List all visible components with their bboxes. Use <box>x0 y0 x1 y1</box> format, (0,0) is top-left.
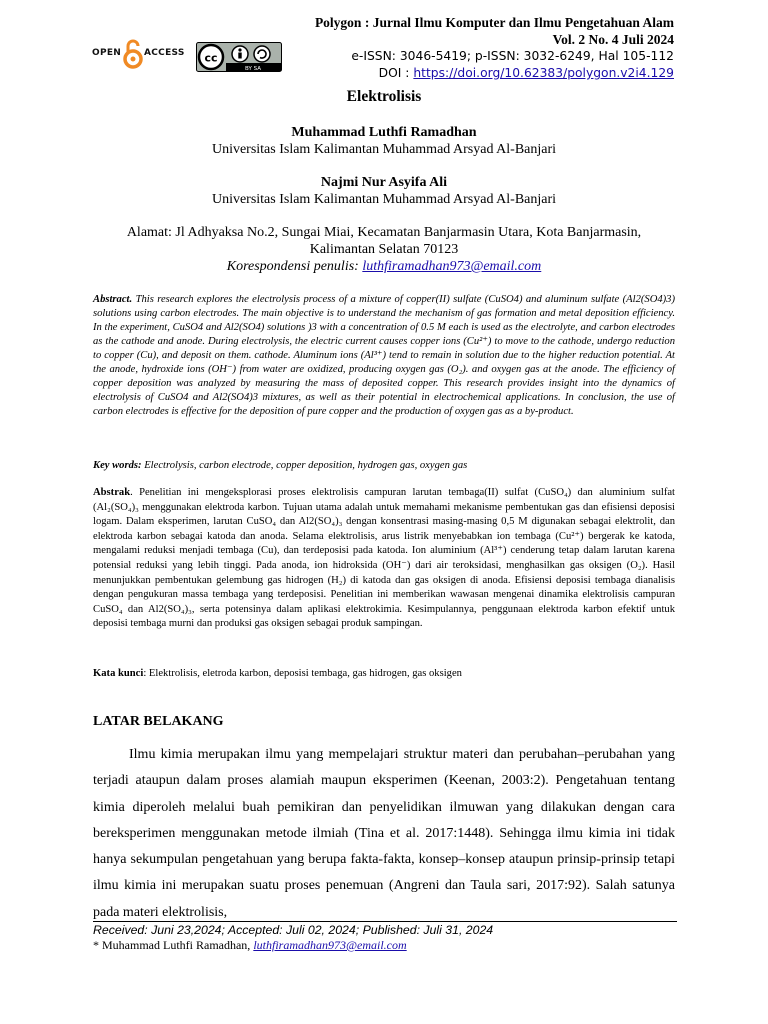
open-access-logo <box>92 38 185 68</box>
body-text <box>93 742 675 926</box>
journal-title: Polygon : Jurnal Ilmu Komputer dan Ilmu Pengetahuan Alam <box>314 15 674 30</box>
journal-doi <box>315 65 674 82</box>
open-access-lock-icon <box>122 38 144 70</box>
address-line-2: Kalimantan Selatan 70123 <box>309 242 459 257</box>
footer-divider <box>93 921 677 922</box>
abstract-english <box>93 293 675 419</box>
abstract-indonesian-text: . Penelitian ini mengeksplorasi proses elektrolisis campuran larutan tembaga(II) sulfat (CuSO₄) dan aluminium sulfat (Al₂(SO₄)₃ menggunakan elektroda karbon. Tujuan utama adalah untuk memahami mekanisme pembentukan gas dan efisiensi deposisi logam. Dalam eksperimen, larutan CuSO₄ dan Al2(SO₄)₃ dengan konsentrasi masing-masing 0,5 M digunakan sebagai elektrolit, dan elektroda karbon sebagai katoda dan anoda. Selama elektrolisis, arus listrik menyebabkan ion tembaga (Cu²⁺) bergerak ke katoda, mengalami reduksi menjadi tembaga (Cu), dan terdeposisi pada katoda. Ion aluminium (Al³⁺) cenderung tetap dalam larutan karena potensial reduksi yang lebih tinggi. Pada anoda, ion hidroksida (OH⁻) dari air teroksidasi, menghasilkan gas oksigen (O₂). Hasil menunjukkan pembentukan gelembung gas hidrogen (H₂) di katoda dan gas oksigen di anoda. Efisiensi deposisi tembaga dianalisis dengan pengukuran massa tembaga yang terdeposisi. Penelitian ini memberikan wawasan mengenai dinamika elektrolisis campuran CuSO₄ dan Al2(SO₄)₃, serta potensinya dalam aplikasi elektrokimia. Kesimpulannya, penggunaan elektroda karbon efektif untuk deposisi tembaga murni dan produksi gas oksigen sebagai produk sampingan. <box>93 487 675 630</box>
correspondence-email-link[interactable]: luthfiramadhan973@email.com <box>362 259 542 274</box>
keywords-english-text: Electrolysis, carbon electrode, copper deposition, hydrogen gas, oxygen gas <box>141 460 468 471</box>
abstract-indonesian <box>93 486 675 632</box>
journal-info <box>315 14 674 82</box>
license-text: BY SA <box>245 66 261 72</box>
author-name: Muhammad Luthfi Ramadhan <box>291 125 477 140</box>
author-affiliation: Universitas Islam Kalimantan Muhammad Arsyad Al-Banjari <box>211 192 557 207</box>
doi-link[interactable]: https://doi.org/10.62383/polygon.v2i4.129 <box>413 66 674 80</box>
correspondence-label: Korespondensi penulis: <box>226 259 363 274</box>
body-paragraph: Ilmu kimia merupakan ilmu yang mempelajari struktur materi dan perubahan–perubahan yang terjadi ataupun dalam proses alamiah maupun eksperimen (Keenan, 2003:2). Pengetahuan tentang kimia diperoleh melalui buah pemikiran dan penyelidikan ilmuwan yang dilakukan dengan cara bereksperimen menggunakan metode ilmiah (Tina et al. 2017:1448). Sehingga ilmu kimia ini tidak hanya sekumpulan pengetahuan yang berupa fakta-fakta, konsep–konsep ataupun prinsip-prinsip tetapi ilmu kimia ini merupakan suatu proses penemuan (Angreni dan Taula sari, 2017:92). Salah satunya pada materi elektrolisis, <box>93 747 675 920</box>
author-name: Najmi Nur Asyifa Ali <box>320 175 448 190</box>
open-access-left-text: OPEN <box>92 48 122 58</box>
section-heading: LATAR BELAKANG <box>93 714 224 729</box>
address-line-1: Alamat: Jl Adhyaksa No.2, Sungai Miai, Kecamatan Banjarmasin Utara, Kota Banjarmasin, <box>126 225 642 240</box>
footer-dates: Received: Juni 23,2024; Accepted: Juli 02, 2024; Published: Juli 31, 2024 <box>93 923 494 937</box>
keywords-indonesian <box>93 668 675 679</box>
abstract-english-text: This research explores the electrolysis process of a mixture of copper(II) sulfate (CuSO4) and aluminum sulfate (Al2(SO4)3) solutions using carbon electrodes. The main objective is to understand the mechanism of gas formation and metal deposition efficiency. In the experiment, CuSO4 and Al2(SO4) solutions )3 with a concentration of 0.5 M each is used as the electrolyte, and carbon electrodes as the cathode and anode. During electrolysis, the electric current causes copper ions (Cu²⁺) to move to the cathode, undergo reduction to copper (Cu), and deposit on them. cathode. Aluminum ions (Al³⁺) tend to remain in solution due to the higher reduction potential. At the anode, hydroxide ions (OH⁻) from water are oxidized, producing oxygen gas (O₂). and oxygen gas at the anode. The efficiency of copper deposition was analyzed by measuring the mass of deposited copper. This research provides insight into the dynamics of electrolysis of CuSO4 and Al2(SO4)3 mixtures, as well as their potential in electrochemical applications. In conclusion, the use of carbon electrodes is effective for the deposition of pure copper and the production of oxygen gas as a by-product. <box>93 294 675 417</box>
keywords-english-label: Key words: <box>93 460 142 471</box>
article-title: Elektrolisis <box>346 88 422 105</box>
keywords-indonesian-label: Kata kunci <box>93 668 144 679</box>
author-block <box>0 124 768 158</box>
keywords-english <box>93 460 675 471</box>
open-access-right-text: ACCESS <box>144 48 185 58</box>
journal-volume: Vol. 2 No. 4 Juli 2024 <box>552 32 674 47</box>
footer-corr-prefix: * Muhammad Luthfi Ramadhan, <box>93 938 254 952</box>
author-affiliation: Universitas Islam Kalimantan Muhammad Arsyad Al-Banjari <box>211 142 557 157</box>
keywords-indonesian-text: : Elektrolisis, eletroda karbon, deposisi tembaga, gas hidrogen, gas oksigen <box>143 668 462 679</box>
doi-label: DOI : <box>378 66 414 80</box>
author-block <box>0 174 768 208</box>
correspondence-line <box>0 258 768 275</box>
footer-email-link[interactable]: luthfiramadhan973@email.com <box>253 938 407 952</box>
author-address <box>0 224 768 275</box>
svg-text:cc: cc <box>204 51 218 65</box>
footer-correspondence <box>93 938 407 953</box>
cc-by-sa-license-badge[interactable] <box>196 42 282 72</box>
abstract-english-label: Abstract. <box>93 294 133 305</box>
journal-issn: e-ISSN: 3046-5419; p-ISSN: 3032-6249, Hal 105-112 <box>351 49 674 63</box>
abstract-indonesian-label: Abstrak <box>93 487 131 498</box>
